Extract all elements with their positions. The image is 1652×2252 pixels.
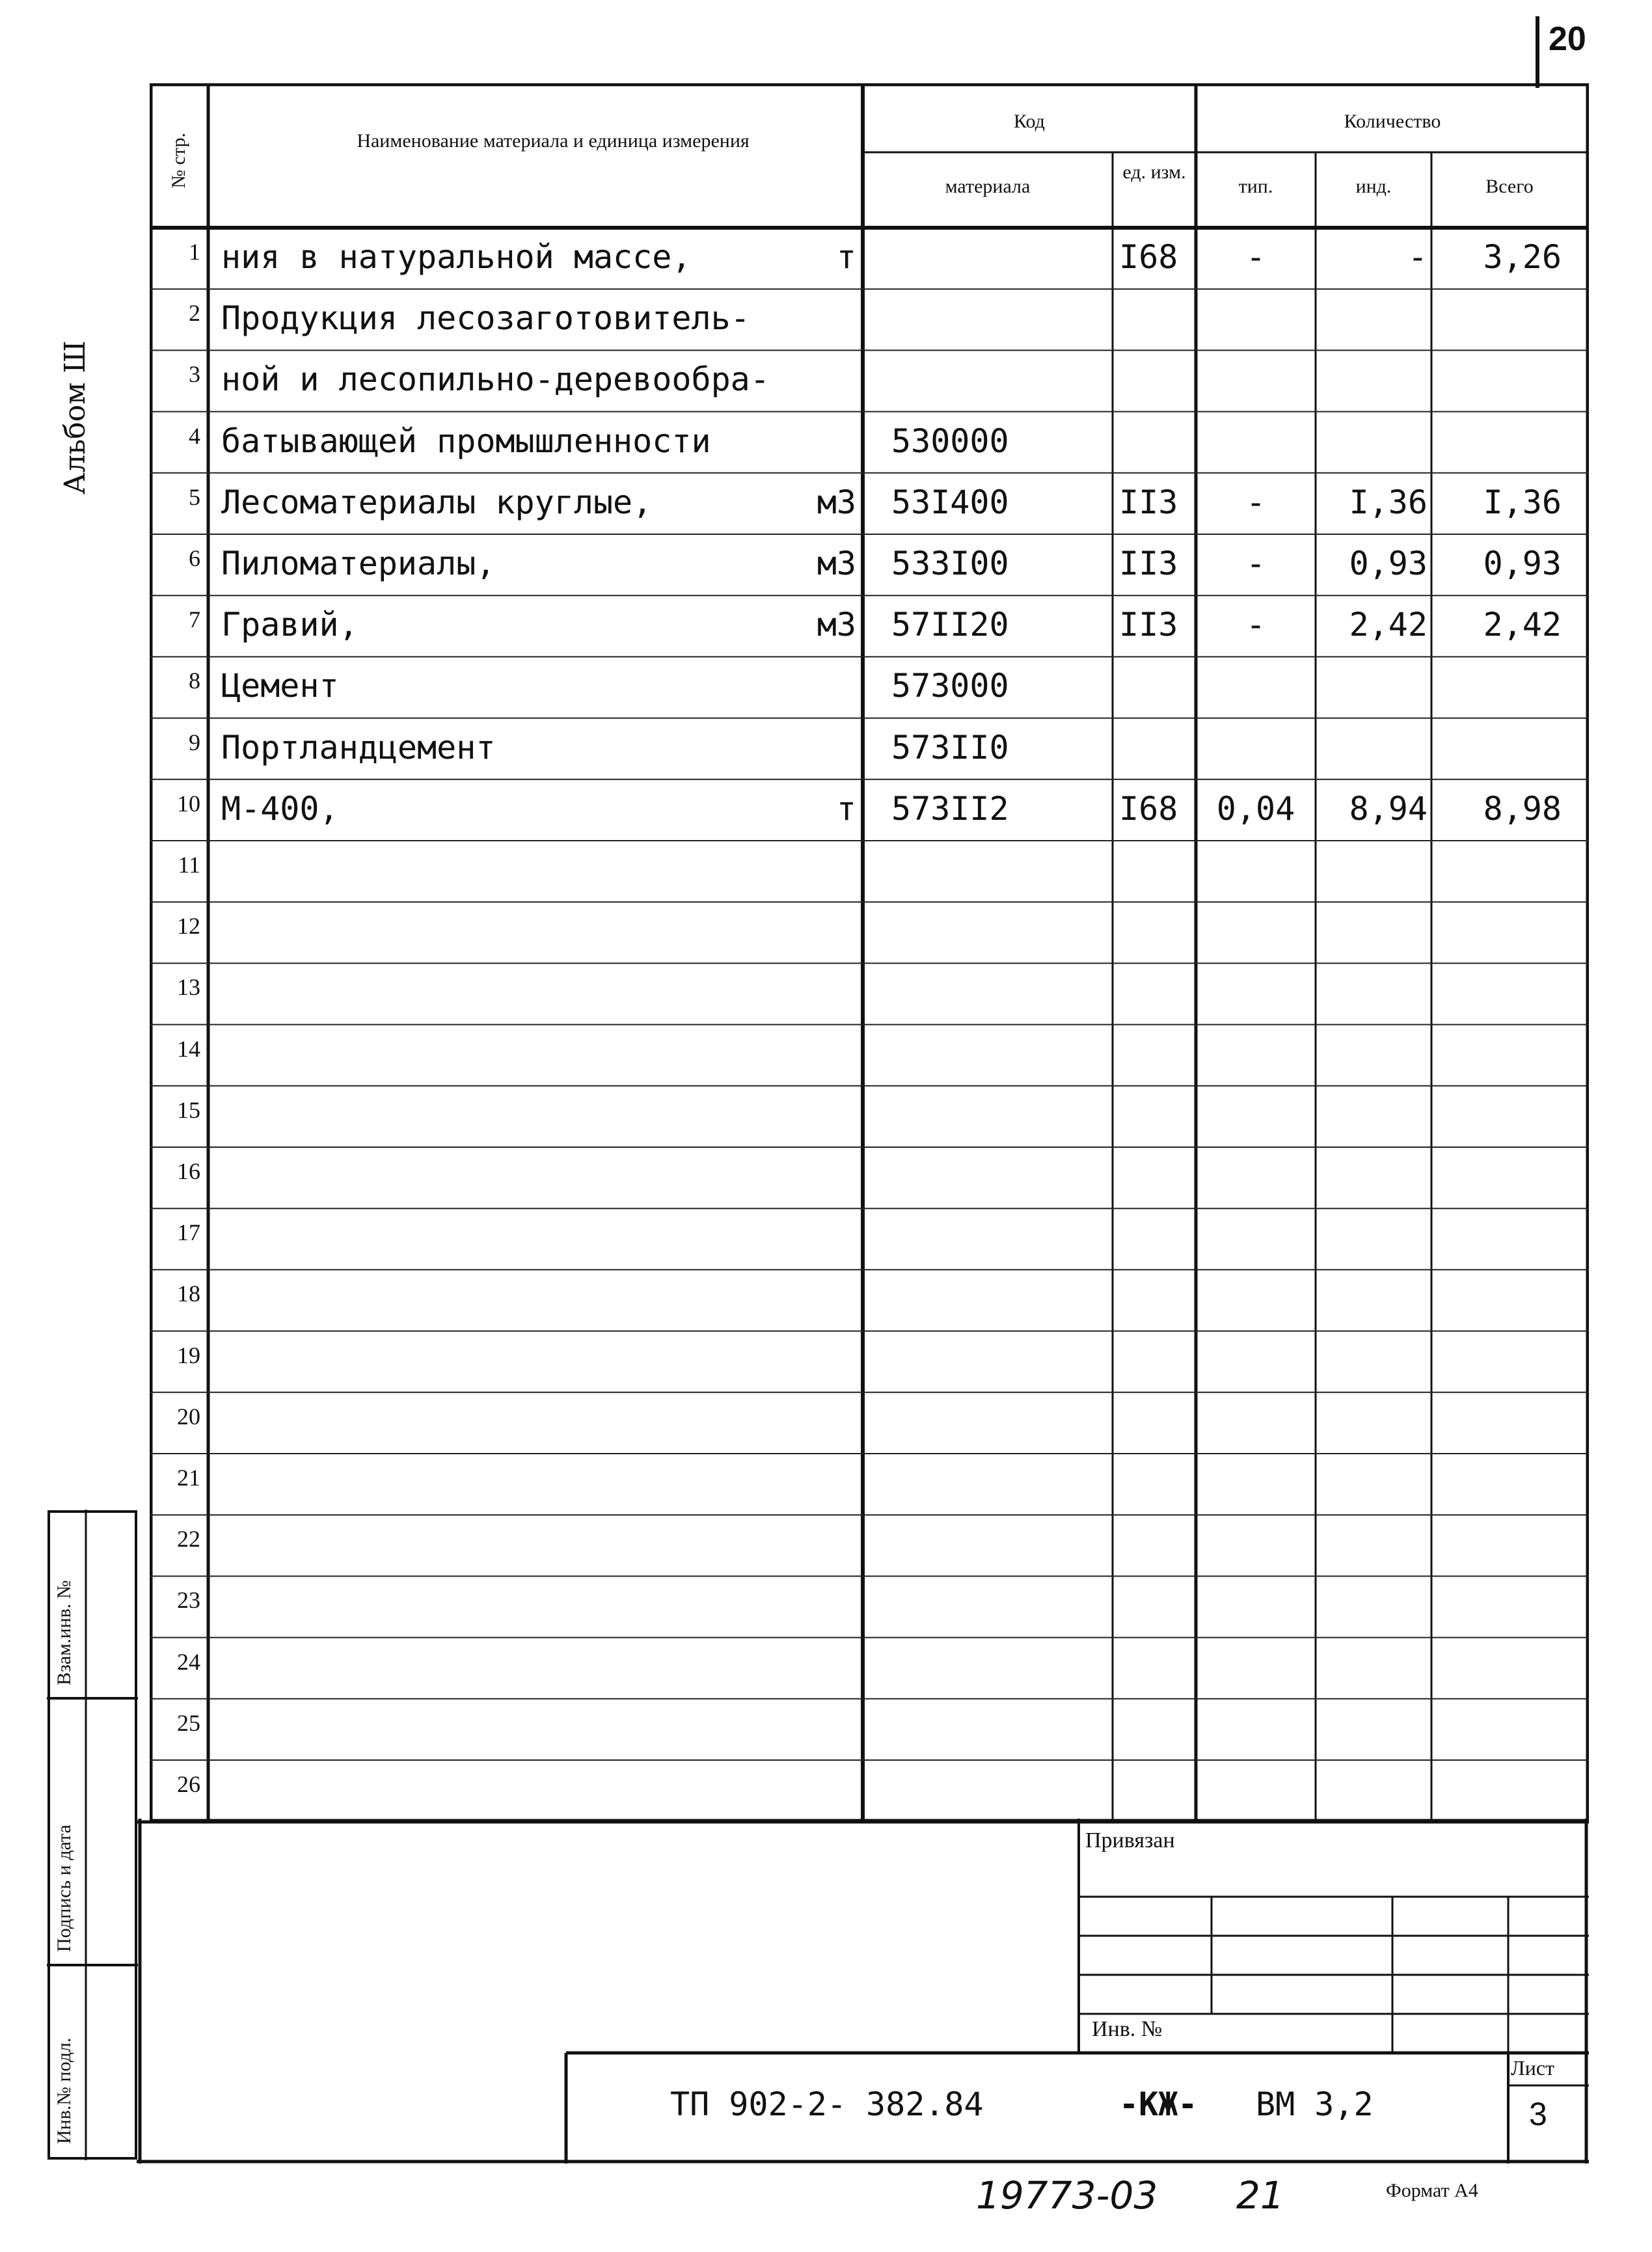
row-number: 9 [189, 729, 200, 755]
material-code: 573II0 [891, 728, 1009, 766]
material-name: ния в натуральной массе, [221, 238, 692, 276]
page-number-bar [1536, 16, 1539, 88]
qty-total: 0,93 [1483, 545, 1562, 582]
material-code: 530000 [891, 422, 1009, 460]
unit-code: II3 [1119, 545, 1178, 582]
materials-table [150, 83, 1589, 1822]
qty-tip: - [1245, 545, 1266, 582]
row-number: 3 [189, 361, 200, 388]
col-header-number-text: № стр. [168, 133, 190, 189]
sheet-number: 3 [1529, 2096, 1547, 2132]
row-number: 2 [189, 300, 200, 327]
page-number: 20 [1549, 20, 1586, 58]
material-name: батывающей промышленности [221, 422, 711, 460]
col-header-unit: ед. изм. [1122, 161, 1186, 183]
material-name: Цемент [221, 667, 339, 705]
qty-ind: 0,93 [1349, 545, 1428, 582]
linked-label: Привязан [1085, 1828, 1175, 1852]
unit-code: I68 [1119, 238, 1178, 276]
row-number: 16 [177, 1158, 200, 1184]
col-header-number [150, 109, 208, 189]
material-code: 573II2 [891, 789, 1009, 828]
side-stamp [47, 1510, 138, 2160]
unit-of-measure: т [836, 789, 856, 828]
document-code: ТП 902-2- 382.84 [670, 2085, 984, 2123]
col-header-code: Код [1014, 111, 1045, 132]
unit-of-measure: т [836, 238, 856, 276]
qty-total: 3,26 [1483, 238, 1562, 276]
qty-ind: I,36 [1349, 483, 1428, 521]
qty-tip: - [1245, 238, 1266, 276]
unit-code: II3 [1119, 606, 1178, 644]
document-mark: -КЖ- [1119, 2085, 1198, 2123]
row-number: 8 [189, 668, 200, 694]
row-number: 26 [177, 1771, 200, 1797]
handwritten-number: 19773-03 [976, 2173, 1158, 2218]
row-number: 1 [189, 239, 200, 265]
row-number: 18 [177, 1281, 200, 1307]
sheet-label: Лист [1511, 2056, 1555, 2080]
qty-total: 2,42 [1483, 606, 1562, 644]
row-number: 14 [177, 1035, 200, 1062]
row-number: 25 [177, 1709, 200, 1736]
material-code: 573000 [891, 667, 1009, 705]
col-header-qty-tip: тип. [1238, 176, 1273, 197]
format-label: Формат А4 [1386, 2180, 1478, 2201]
album-label: Альбом Ш [59, 340, 92, 495]
row-number: 10 [177, 790, 200, 817]
unit-of-measure: м3 [817, 606, 856, 644]
qty-tip: - [1245, 606, 1266, 644]
col-header-qty-total: Всего [1485, 176, 1534, 197]
row-number: 12 [177, 913, 200, 940]
row-number: 22 [177, 1526, 200, 1553]
material-name: Портландцемент [221, 728, 496, 766]
inv-number-label: Инв. № [1092, 2017, 1163, 2041]
material-code: 57II20 [891, 606, 1009, 644]
row-number: 4 [189, 422, 200, 449]
qty-ind: 2,42 [1349, 606, 1428, 644]
col-header-qty-ind: инд. [1355, 176, 1392, 197]
material-code: 53I400 [891, 483, 1009, 521]
side-label-sign: Подпись и дата [53, 1825, 75, 1952]
qty-total: 8,98 [1483, 789, 1562, 828]
row-number: 6 [189, 545, 200, 571]
handwritten-number-2: 21 [1236, 2173, 1284, 2218]
table-lines [150, 83, 1589, 1822]
unit-code: II3 [1119, 483, 1178, 521]
qty-tip: - [1245, 483, 1266, 521]
row-number: 5 [189, 483, 200, 510]
col-header-code-material: материала [945, 176, 1031, 197]
unit-code: I68 [1119, 789, 1178, 828]
qty-ind: 8,94 [1349, 789, 1428, 828]
unit-of-measure: м3 [817, 545, 856, 582]
col-header-name: Наименование материала и единица измерения [357, 130, 750, 152]
material-name: Лесоматериалы круглые, [221, 483, 653, 521]
unit-of-measure: м3 [817, 483, 856, 521]
row-number: 24 [177, 1648, 200, 1675]
row-number: 17 [177, 1219, 200, 1246]
material-name: ной и лесопильно-деревообра- [221, 360, 770, 399]
side-label-orig: Инв.№ подл. [53, 2037, 75, 2144]
col-header-quantity: Количество [1344, 111, 1441, 132]
side-label-inv: Взам.инв. № [53, 1580, 75, 1685]
row-number: 20 [177, 1403, 200, 1430]
material-code: 533I00 [891, 545, 1009, 582]
row-number: 21 [177, 1465, 200, 1491]
row-number: 7 [189, 606, 200, 633]
qty-total: I,36 [1483, 483, 1562, 521]
row-number: 23 [177, 1587, 200, 1614]
qty-ind: - [1407, 238, 1428, 276]
row-number: 19 [177, 1342, 200, 1368]
title-block [137, 1819, 1589, 2164]
row-number: 13 [177, 974, 200, 1001]
material-name: Гравий, [221, 606, 359, 644]
document-part: ВМ 3,2 [1256, 2085, 1374, 2123]
material-name: М-400, [221, 789, 339, 828]
qty-tip: 0,04 [1216, 789, 1295, 828]
material-name: Пиломатериалы, [221, 545, 496, 582]
row-number: 11 [178, 852, 200, 878]
material-name: Продукция лесозаготовитель- [221, 299, 750, 338]
row-number: 15 [177, 1096, 200, 1123]
